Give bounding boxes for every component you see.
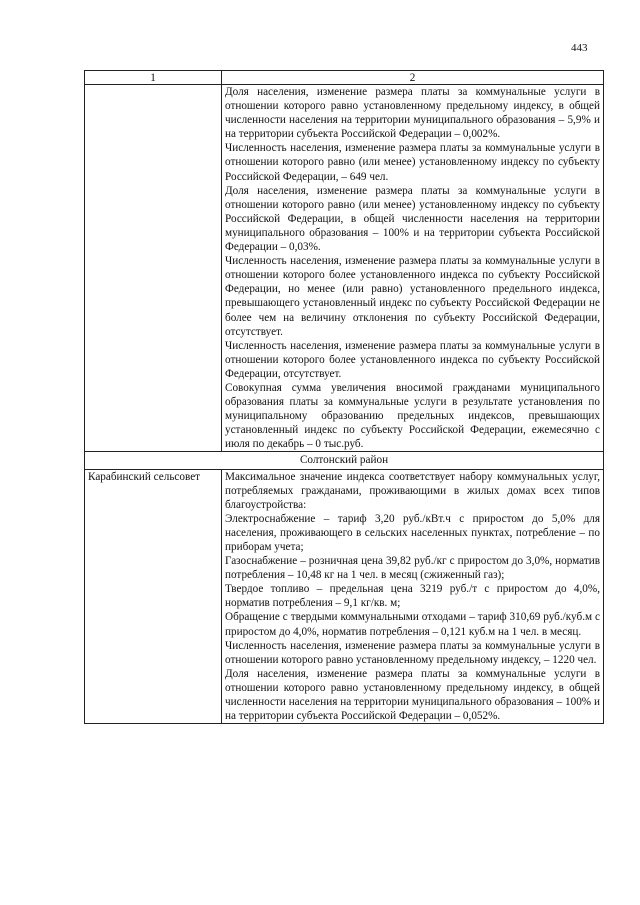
column-2-header: 2 (222, 71, 604, 85)
table-row (85, 85, 604, 452)
paragraph: Численность населения, изменение размера платы за коммунальные услуги в отношении которого более установленного индекса по субъекту Российской Федерации, но менее (или равно) установленного предельного индекса, превышающего установленный индекс по субъекту Российской Федерации не более чем на величину отклонения по субъекту Российской Федерации, отсутствует. (225, 255, 600, 338)
paragraph: Численность населения, изменение размера платы за коммунальные услуги в отношении которого равно (или менее) установленному индексу по субъекту Российской Федерации, – 649 чел. (225, 142, 600, 183)
paragraph: Доля населения, изменение размера платы за коммунальные услуги в отношении которого равно установленному предельному индексу, в общей численности населения на территории муниципального образования – 100% и на территории субъекта Российской Федерации – 0,052%. (225, 667, 600, 723)
paragraph: Обращение с твердыми коммунальными отходами – тариф 310,69 руб./куб.м с приростом до 4,0%, норматив потребления – 0,121 куб.м на 1 чел. в месяц. (225, 611, 600, 638)
column-1-header: 1 (85, 71, 222, 85)
paragraph: Численность населения, изменение размера платы за коммунальные услуги в отношении которого более установленного индекса по субъекту Российской Федерации, отсутствует. (225, 339, 600, 380)
description-cell (222, 85, 604, 452)
table-row (85, 469, 604, 724)
paragraph: Численность населения, изменение размера платы за коммунальные услуги в отношении которого равно установленному предельному индексу, – 1220 чел. (225, 639, 600, 666)
paragraph: Доля населения, изменение размера платы за коммунальные услуги в отношении которого равно установленному предельному индексу, в общей численности населения на территории муниципального образования – 5,9% и на территории субъекта Российской Федерации – 0,002%. (225, 86, 600, 141)
page-number: 443 (571, 42, 588, 54)
table-header-row (85, 71, 604, 85)
description-cell (222, 469, 604, 724)
municipality-cell-empty (85, 85, 222, 452)
paragraph: Доля населения, изменение размера платы за коммунальные услуги в отношении которого равно (или менее) установленному индексу по субъекту Российской Федерации, в общей численности населения на территории муниципального образования – 100% и на территории субъекта Российской Федерации – 0,03%. (225, 184, 600, 254)
section-row (85, 452, 604, 469)
paragraph: Совокупная сумма увеличения вносимой гражданами муниципального образования платы за коммунальные услуги в результате установления по муниципальному образованию предельных индексов, превышающих установленный индекс по субъекту Российской Федерации, ежемесячно с июля по декабрь – 0 тыс.руб. (225, 381, 600, 451)
document-table (84, 70, 604, 724)
paragraph: Максимальное значение индекса соответствует набору коммунальных услуг, потребляемых гражданами, проживающими в жилых домах всех типов благоустройства: (225, 470, 600, 511)
section-title: Солтонский район (85, 452, 604, 469)
municipality-cell: Карабинский сельсовет (85, 469, 222, 724)
paragraph: Твердое топливо – предельная цена 3219 руб./т с приростом до 4,0%, норматив потребления – 9,1 кг/кв. м; (225, 583, 600, 610)
paragraph: Газоснабжение – розничная цена 39,82 руб./кг с приростом до 3,0%, норматив потребления – 10,48 кг на 1 чел. в месяц (сжиженный газ); (225, 555, 600, 582)
paragraph: Электроснабжение – тариф 3,20 руб./кВт.ч с приростом до 5,0% для населения, проживающего в сельских населенных пунктах, потребление – по приборам учета; (225, 512, 600, 553)
